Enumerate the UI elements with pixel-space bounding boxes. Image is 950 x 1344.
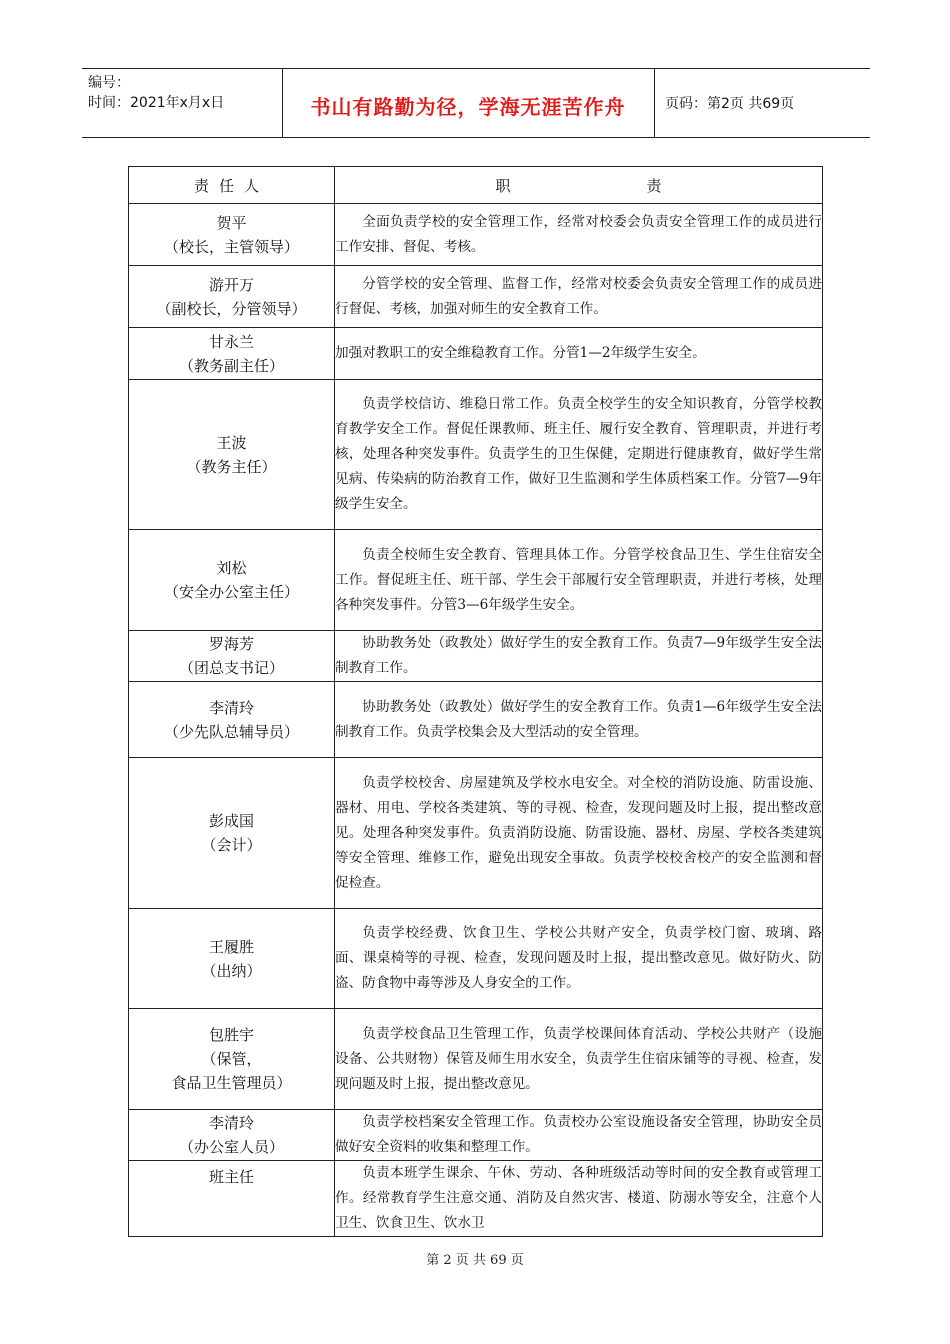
duty-cell (335, 758, 823, 909)
person-role: （教务副主任） (178, 356, 284, 375)
person-cell (129, 266, 335, 328)
person-name: 李清玲 (208, 698, 254, 717)
person-cell (129, 530, 335, 631)
table-row (129, 380, 823, 530)
duty-cell (335, 1009, 823, 1110)
duty-text: 加强对教职工的安全维稳教育工作。分管1—2年级学生安全。 (335, 345, 706, 361)
table-row (129, 1110, 823, 1161)
duty-text: 负责学校食品卫生管理工作，负责学校课间体育活动、学校公共财产（设施设备、公共财物）保管及师生用水安全，负责学生住宿床铺等的寻视、检查，发现问题及时上报，提出整改意见。 (335, 1025, 822, 1092)
duty-text: 协助教务处（政教处）做好学生的安全教育工作。负责7—9年级学生安全法制教育工作。 (335, 635, 822, 676)
person-role: （保管， (201, 1050, 262, 1068)
column-header-person: 责任人 (129, 167, 335, 204)
table-row (129, 328, 823, 380)
header-date: 时间：2021年x月x日 (88, 95, 225, 111)
duty-text: 负责学校经费、饮食卫生、学校公共财产安全，负责学校门窗、玻璃、路面、课桌椅等的寻视、检查，发现问题及时上报，提出整改意见。做好防火、防盗、防食物中毒等涉及人身安全的工作。 (335, 925, 822, 991)
duty-text: 协助教务处（政教处）做好学生的安全教育工作。负责1—6年级学生安全法制教育工作。负责学校集会及大型活动的安全管理。 (335, 698, 822, 740)
table-row (129, 758, 823, 909)
person-name: 王波 (216, 433, 247, 452)
duty-cell (335, 380, 823, 530)
duty-cell (335, 204, 823, 266)
duty-cell (335, 682, 823, 758)
person-cell (129, 1009, 335, 1110)
person-name: 甘永兰 (208, 332, 254, 351)
column-header-duty-a: 职 (495, 176, 511, 195)
person-cell (129, 682, 335, 758)
column-header-duty (335, 167, 823, 204)
page-footer: 第 2 页 共 69 页 (426, 1253, 524, 1268)
table-row (129, 1161, 823, 1237)
person-cell (129, 380, 335, 530)
person-role: （副校长，分管领导） (156, 299, 307, 318)
person-name: 游开万 (208, 275, 254, 294)
person-cell (129, 1110, 335, 1161)
duty-text: 负责全校师生安全教育、管理具体工作。分管学校食品卫生、学生住宿安全工作。督促班主任、班干部、学生会干部履行安全管理职责，并进行考核，处理各种突发事件。分管3—6年级学生安全。 (335, 546, 822, 613)
duty-cell (335, 631, 823, 682)
person-cell (129, 758, 335, 909)
person-cell (129, 1161, 335, 1237)
duty-text: 负责学校校舍、房屋建筑及学校水电安全。对全校的消防设施、防雷设施、器材、用电、学校各类建筑、等的寻视、检查，发现问题及时上报，提出整改意见。处理各种突发事件。负责消防设施、防雷设施、器材、房屋、学校各类建筑等安全管理、维修工作，避免出现安全事故。负责学校校舍校产的安全监测和督促检查。 (335, 774, 822, 891)
person-name: 王履胜 (208, 937, 254, 956)
header-motto: 书山有路勤为径，学海无涯苦作舟 (310, 95, 626, 119)
person-name: 彭成国 (208, 812, 254, 830)
person-role: （会计） (201, 836, 262, 854)
person-cell (129, 631, 335, 682)
person-name: 罗海芳 (208, 635, 254, 653)
person-name: 刘松 (216, 559, 247, 577)
duty-table (128, 166, 823, 1237)
person-name: 包胜宇 (208, 1026, 254, 1044)
duty-cell (335, 530, 823, 631)
table-row (129, 909, 823, 1009)
table-row (129, 1009, 823, 1110)
person-role: （校长，主管领导） (163, 237, 299, 256)
person-role: （办公室人员） (178, 1138, 284, 1156)
header-page-info: 页码：第2页 共69页 (665, 96, 795, 112)
duty-text: 负责学校档案安全管理工作。负责校办公室设施设备安全管理，协助安全员做好安全资料的收集和整理工作。 (335, 1114, 822, 1155)
person-role: （团总支书记） (178, 659, 284, 677)
person-role: （少先队总辅导员） (163, 722, 299, 741)
person-name: 班主任 (208, 1168, 254, 1186)
duty-text: 分管学校的安全管理、监督工作，经常对校委会负责安全管理工作的成员进行督促、考核，加强对师生的安全教育工作。 (335, 275, 822, 317)
table-row (129, 204, 823, 266)
header-meta (88, 73, 224, 113)
person-role-line2: 食品卫生管理员） (171, 1074, 292, 1092)
person-role: （教务主任） (186, 457, 277, 476)
duty-text: 负责本班学生课余、午休、劳动、各种班级活动等时间的安全教育或管理工作。经常教育学生注意交通、消防及自然灾害、楼道、防溺水等安全，注意个人卫生、饮食卫生、饮水卫 (335, 1165, 822, 1231)
person-cell (129, 204, 335, 266)
table-row (129, 682, 823, 758)
person-role: （出纳） (201, 961, 262, 980)
table-row (129, 266, 823, 328)
table-header-row (129, 167, 823, 204)
duty-text: 负责学校信访、维稳日常工作。负责全校学生的安全知识教育，分管学校教育教学安全工作。督促任课教师、班主任、履行安全教育、管理职责，并进行考核，处理各种突发事件。负责学生的卫生保健，定期进行健康教育，做好学生常见病、传染病的防治教育工作，做好卫生监测和学生体质档案工作。分管7—9年级学生安全。 (335, 396, 822, 512)
duty-cell (335, 909, 823, 1009)
duty-cell (335, 1161, 823, 1237)
page-header (82, 68, 870, 138)
person-cell (129, 909, 335, 1009)
duty-cell (335, 1110, 823, 1161)
table-row (129, 631, 823, 682)
person-name: 李清玲 (208, 1114, 254, 1132)
duty-cell (335, 328, 823, 380)
header-number: 编号： (88, 75, 130, 91)
person-name: 贺平 (216, 213, 247, 232)
duty-cell (335, 266, 823, 328)
header-divider (654, 69, 655, 137)
duty-text: 全面负责学校的安全管理工作，经常对校委会负责安全管理工作的成员进行工作安排、督促、考核。 (335, 213, 822, 255)
column-header-duty-b: 责 (646, 176, 662, 195)
person-role: （安全办公室主任） (163, 583, 299, 601)
person-cell (129, 328, 335, 380)
table-row (129, 530, 823, 631)
